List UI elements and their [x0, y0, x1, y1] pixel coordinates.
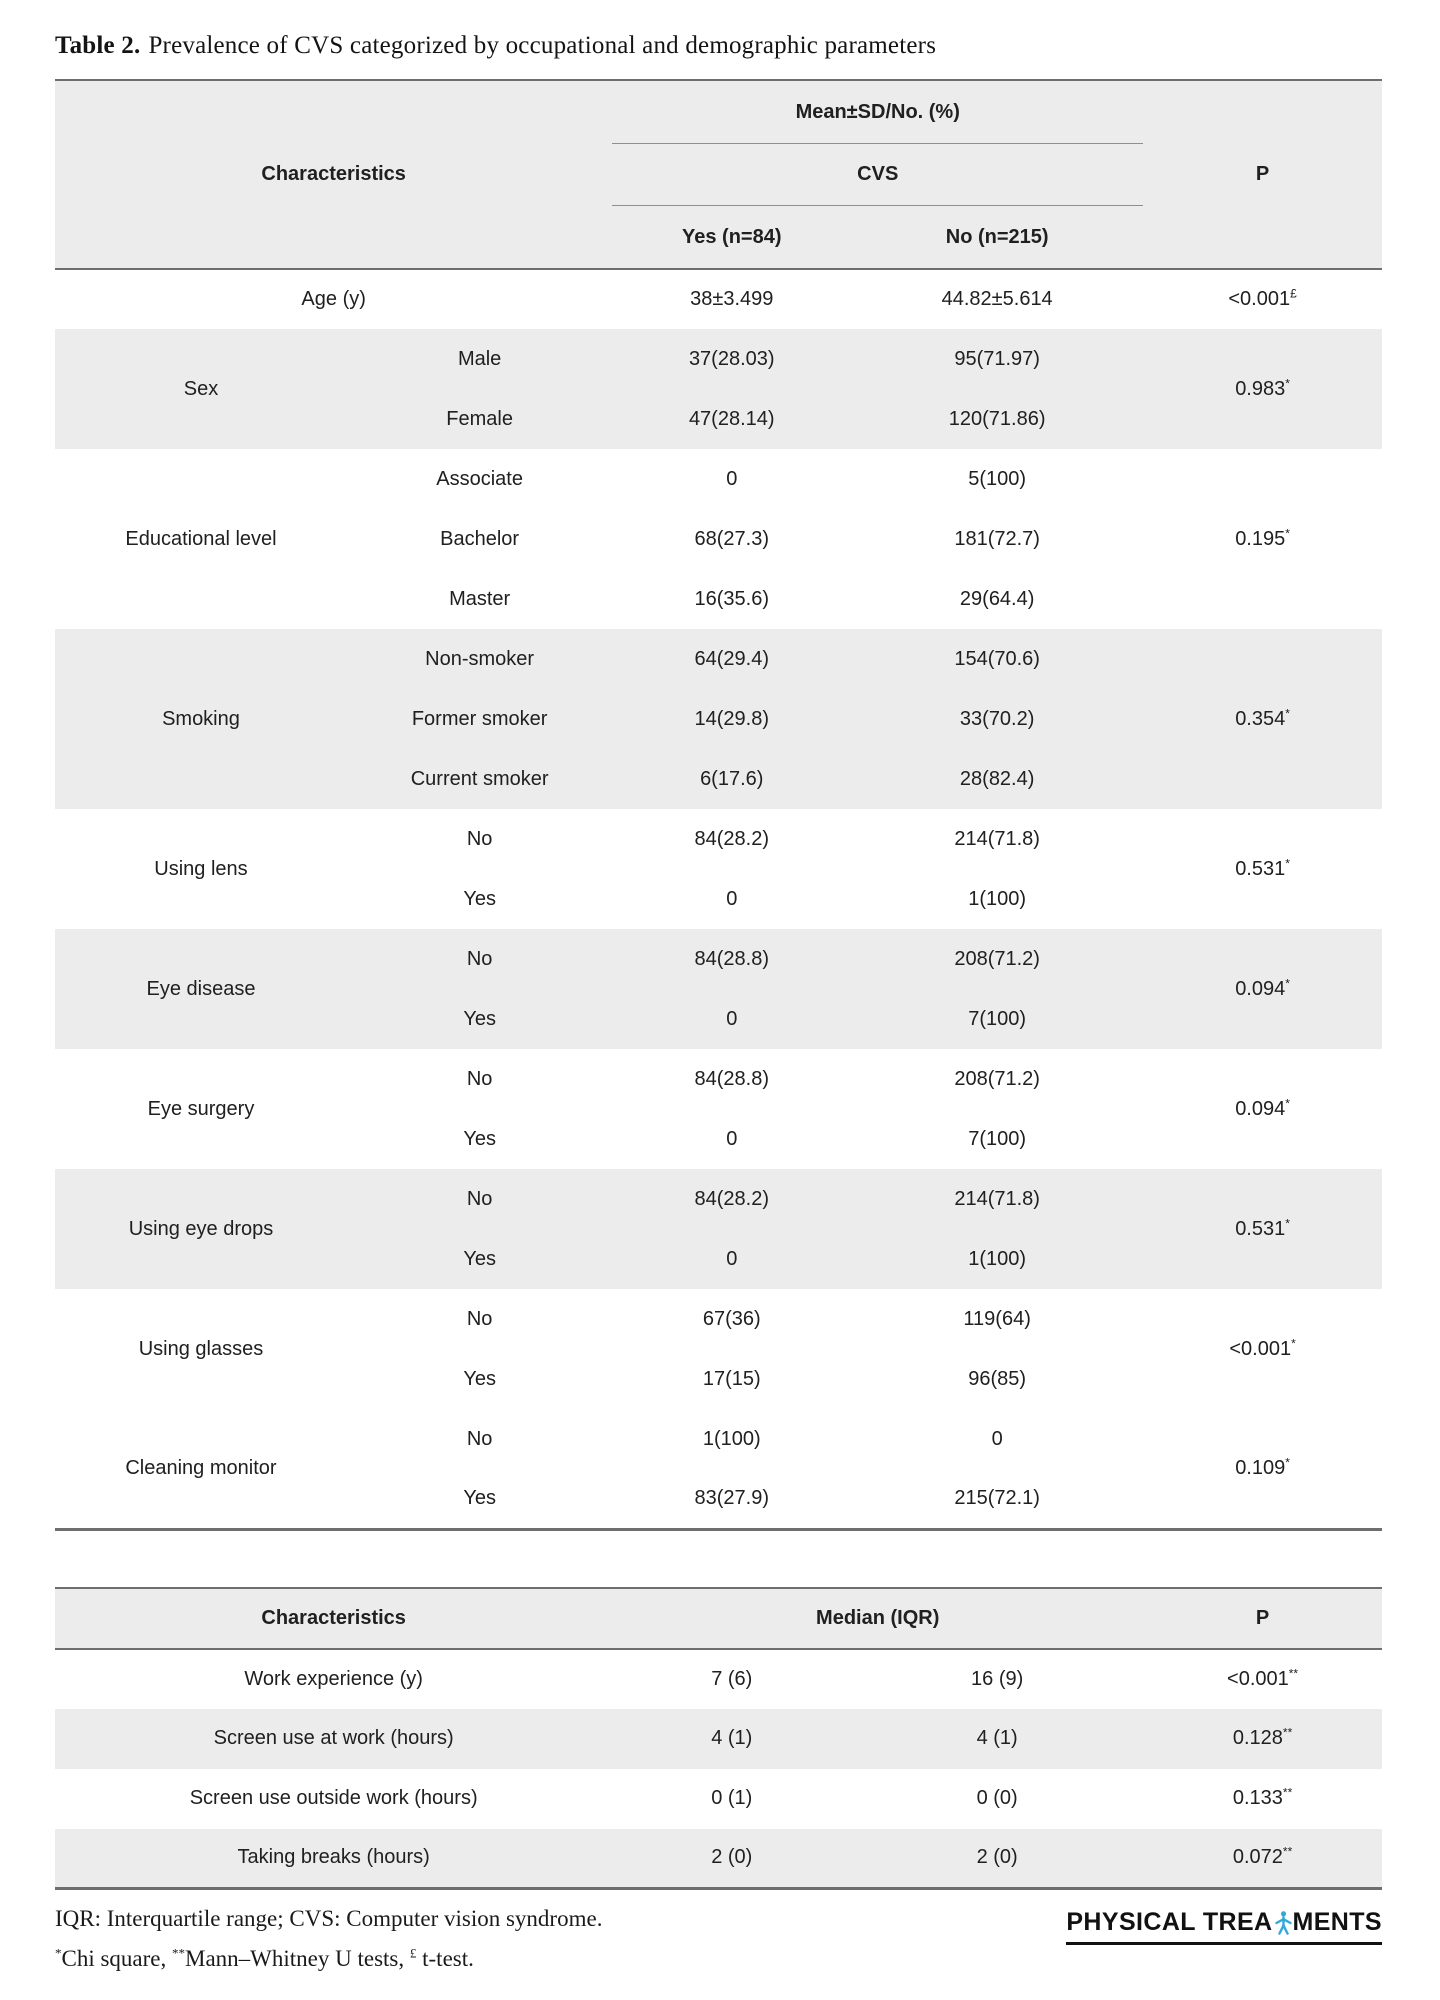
yes-value-cell: 84(28.2) [694, 827, 769, 850]
sub-category-cell: Associate [436, 467, 523, 490]
header-p: P [1143, 1588, 1382, 1649]
table-row [55, 1289, 1382, 1349]
characteristic-cell: Screen use at work (hours) [55, 1709, 612, 1769]
group-label-cell: Sex [55, 329, 347, 449]
group-label-cell: Eye disease [55, 929, 347, 1049]
yes-value-cell: 6(17.6) [612, 749, 851, 809]
table-row [55, 929, 1382, 989]
table-row [55, 1829, 1382, 1889]
table-row [55, 1169, 1382, 1229]
no-value-cell: 208(71.2) [954, 1067, 1040, 1090]
table-row [55, 1709, 1382, 1769]
abbreviations-note: IQR: Interquartile range; CVS: Computer vision syndrome. [55, 1906, 603, 1931]
p-value-superscript: * [1285, 855, 1290, 870]
header-mean-sd: Mean±SD/No. (%) [612, 80, 1143, 144]
statistics-note [55, 1946, 602, 1972]
yes-value-cell: 0 [612, 1229, 851, 1289]
yes-value-cell: 84(28.8) [612, 929, 851, 989]
p-value-superscript: ** [1282, 1785, 1293, 1800]
no-median-cell: 16 (9) [971, 1667, 1024, 1690]
p-value: 0.195 [1235, 527, 1286, 550]
yes-value-cell: 17(15) [702, 1367, 761, 1390]
p-value-superscript: ** [1282, 1725, 1293, 1740]
header-row-1 [55, 80, 1382, 144]
yes-median-cell: 0 (1) [711, 1787, 753, 1809]
footnote-marker: ** [172, 1945, 186, 1961]
yes-median-cell: 2 (0) [612, 1829, 851, 1889]
yes-value-cell: 0 [726, 467, 738, 490]
yes-value-cell: 84(28.2) [612, 1169, 851, 1229]
yes-value-cell: 37(28.03) [612, 329, 851, 389]
sub-category-cell: Male [347, 329, 612, 389]
yes-value-cell: 0 [726, 887, 738, 910]
header-row [55, 1588, 1382, 1649]
table-title-label: Table 2. [55, 32, 141, 59]
sub-category-cell: No [466, 827, 493, 850]
p-value-superscript: ** [1282, 1844, 1293, 1859]
group-label-cell: Using lens [154, 857, 248, 880]
footnote-marker: * [55, 1945, 62, 1961]
header-no: No (n=215) [851, 206, 1143, 270]
table-row [55, 809, 1382, 869]
no-median-cell: 2 (0) [851, 1829, 1143, 1889]
p-value-cell [1143, 629, 1382, 809]
sub-category-cell: Yes [347, 1229, 612, 1289]
no-value-cell: 208(71.2) [851, 929, 1143, 989]
group-label-cell: Using eye drops [55, 1169, 347, 1289]
p-value: <0.001 [1227, 1667, 1289, 1690]
sub-category-cell: Yes [463, 887, 496, 910]
p-value-cell [1143, 1289, 1382, 1409]
sub-category-cell: No [347, 929, 612, 989]
yes-value-cell: 1(100) [702, 1427, 761, 1450]
p-value: 0.109 [1235, 1456, 1286, 1479]
table-title [55, 32, 1382, 60]
p-value: 0.354 [1235, 707, 1286, 730]
sub-category-cell: No [466, 1427, 493, 1450]
p-value-cell [1143, 329, 1382, 449]
table-row [55, 269, 1382, 329]
logo-text-left: PHYSICAL TREA [1066, 1908, 1273, 1936]
sub-category-cell: Current smoker [347, 749, 612, 809]
yes-value-cell: 64(29.4) [612, 629, 851, 689]
p-value: <0.001 [1228, 288, 1291, 310]
p-value-cell [1143, 1649, 1382, 1709]
median-table-header [55, 1588, 1382, 1649]
p-value-superscript: £ [1290, 286, 1297, 301]
table-row [55, 329, 1382, 389]
no-value-cell: 29(64.4) [959, 587, 1035, 610]
header-cvs: CVS [612, 144, 1143, 206]
p-value-cell [1143, 1169, 1382, 1289]
sub-category-cell: No [466, 1067, 493, 1090]
p-value-cell [1143, 449, 1382, 629]
group-label-cell: Age (y) [301, 288, 366, 310]
yes-value-cell: 83(27.9) [694, 1486, 769, 1509]
footnote-text: Mann–Whitney U tests, [185, 1946, 410, 1971]
p-value-cell [1143, 1409, 1382, 1529]
no-value-cell: 7(100) [851, 989, 1143, 1049]
no-value-cell: 5(100) [968, 467, 1027, 490]
p-value: 0.531 [1235, 1217, 1286, 1240]
p-value: 0.133 [1232, 1787, 1283, 1809]
no-value-cell: 28(82.4) [851, 749, 1143, 809]
group-label-cell: Cleaning monitor [125, 1456, 277, 1479]
footnotes [55, 1906, 602, 1986]
p-value: 0.094 [1235, 977, 1286, 1000]
group-label-cell: Smoking [55, 629, 347, 809]
sub-category-cell: Yes [463, 1367, 496, 1390]
yes-value-cell: 16(35.6) [694, 587, 769, 610]
p-value-superscript: * [1285, 1215, 1290, 1230]
median-table [55, 1587, 1382, 1891]
p-value-superscript: * [1285, 375, 1290, 390]
table-row [55, 1769, 1382, 1829]
characteristic-cell: Taking breaks (hours) [55, 1829, 612, 1889]
no-value-cell: 96(85) [968, 1367, 1027, 1390]
sub-category-cell: Non-smoker [347, 629, 612, 689]
header-p: P [1143, 80, 1382, 269]
footnote-marker: £ [409, 1945, 417, 1961]
p-value-superscript: * [1291, 1335, 1296, 1350]
table-row [55, 1049, 1382, 1109]
group-label-cell: Using glasses [138, 1337, 264, 1360]
journal-logo [1066, 1908, 1382, 1945]
header-characteristics: Characteristics [55, 1588, 612, 1649]
no-value-cell: 154(70.6) [851, 629, 1143, 689]
yes-value-cell: 14(29.8) [612, 689, 851, 749]
yes-value-cell: 0 [612, 989, 851, 1049]
header-characteristics: Characteristics [55, 80, 612, 269]
sub-category-cell: Former smoker [347, 689, 612, 749]
no-value-cell: 120(71.86) [851, 389, 1143, 449]
table-row [55, 449, 1382, 509]
prevalence-table [55, 79, 1382, 1531]
sub-category-cell: Yes [463, 1486, 496, 1509]
logo-text-right: MENTS [1292, 1908, 1382, 1936]
p-value-superscript: * [1285, 975, 1290, 990]
p-value: 0.128 [1232, 1727, 1283, 1749]
yes-median-cell: 4 (1) [612, 1709, 851, 1769]
p-value-superscript: * [1285, 525, 1290, 540]
median-table-body [55, 1649, 1382, 1889]
p-value: <0.001 [1229, 1337, 1292, 1360]
p-value-superscript: * [1285, 705, 1290, 720]
no-value-cell: 214(71.8) [851, 1169, 1143, 1229]
characteristic-cell: Work experience (y) [244, 1667, 423, 1690]
p-value: 0.094 [1235, 1097, 1286, 1120]
no-value-cell: 215(72.1) [954, 1486, 1040, 1509]
table-row [55, 629, 1382, 689]
yes-value-cell: 67(36) [702, 1307, 761, 1330]
p-value: 0.072 [1232, 1846, 1283, 1869]
no-value-cell: 44.82±5.614 [941, 288, 1053, 310]
no-value-cell: 33(70.2) [851, 689, 1143, 749]
p-value-cell [1143, 809, 1382, 929]
yes-value-cell: 0 [726, 1127, 738, 1150]
table-footer [55, 1906, 1382, 1986]
sub-category-cell: Yes [347, 989, 612, 1049]
p-value-cell [1143, 269, 1382, 329]
yes-value-cell: 68(27.3) [694, 527, 769, 550]
no-value-cell: 1(100) [851, 1229, 1143, 1289]
sub-category-cell: Female [347, 389, 612, 449]
yes-value-cell: 38±3.499 [690, 288, 774, 310]
table-row [55, 1409, 1382, 1469]
p-value-cell [1143, 1769, 1382, 1829]
sub-category-cell: Bachelor [440, 527, 520, 550]
sub-category-cell: No [466, 1307, 493, 1330]
p-value-cell [1143, 1049, 1382, 1169]
p-value-cell [1143, 1709, 1382, 1769]
no-value-cell: 1(100) [968, 887, 1027, 910]
no-median-cell: 0 (0) [976, 1787, 1018, 1809]
yes-value-cell: 47(28.14) [612, 389, 851, 449]
p-value-superscript: * [1285, 1095, 1290, 1110]
yes-median-cell: 7 (6) [711, 1667, 753, 1690]
table-row [55, 1649, 1382, 1709]
group-label-cell: Eye surgery [147, 1097, 255, 1120]
group-label-cell: Educational level [125, 527, 277, 550]
characteristic-cell: Screen use outside work (hours) [189, 1787, 478, 1809]
no-value-cell: 181(72.7) [954, 527, 1040, 550]
header-yes: Yes (n=84) [612, 206, 851, 270]
prevalence-table-header [55, 80, 1382, 269]
p-value: 0.531 [1235, 857, 1286, 880]
no-value-cell: 7(100) [968, 1127, 1027, 1150]
sub-category-cell: Yes [463, 1127, 496, 1150]
no-median-cell: 4 (1) [851, 1709, 1143, 1769]
no-value-cell: 214(71.8) [954, 827, 1040, 850]
p-value-superscript: * [1285, 1455, 1290, 1470]
sub-category-cell: Master [449, 587, 511, 610]
no-value-cell: 0 [991, 1427, 1003, 1450]
no-value-cell: 119(64) [963, 1307, 1031, 1330]
p-value-superscript: ** [1288, 1665, 1299, 1680]
footnote-text: t-test. [416, 1946, 474, 1971]
p-value: 0.983 [1235, 377, 1286, 400]
yes-value-cell: 84(28.8) [694, 1067, 769, 1090]
table-title-text: Prevalence of CVS categorized by occupational and demographic parameters [148, 32, 937, 59]
footnote-text: Chi square, [61, 1946, 173, 1971]
p-value-cell [1143, 1829, 1382, 1889]
human-figure-icon [1275, 1911, 1292, 1935]
prevalence-table-body [55, 269, 1382, 1529]
header-median-iqr: Median (IQR) [612, 1588, 1143, 1649]
no-value-cell: 95(71.97) [851, 329, 1143, 389]
sub-category-cell: No [347, 1169, 612, 1229]
p-value-cell [1143, 929, 1382, 1049]
